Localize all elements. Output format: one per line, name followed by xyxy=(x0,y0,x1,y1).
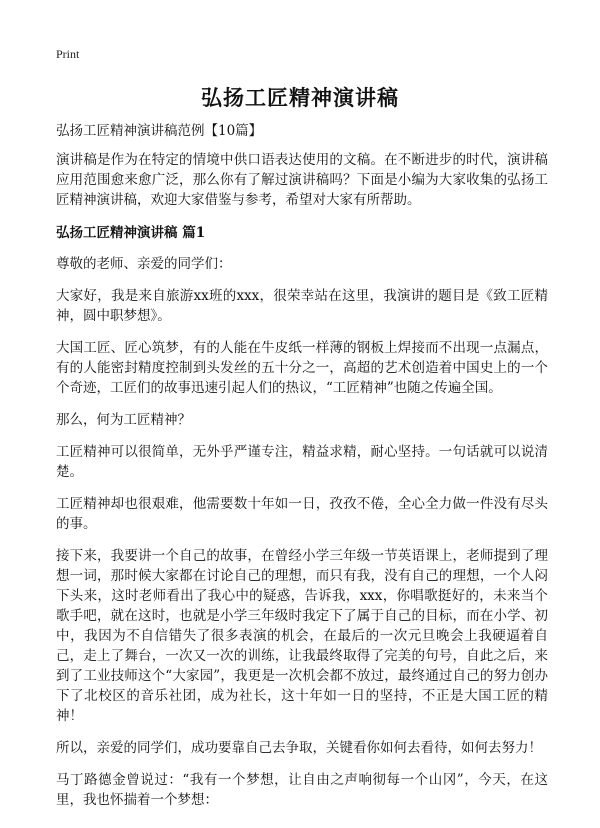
body-paragraph: 工匠精神可以很简单，无外乎严谨专注，精益求精，耐心坚持。一句话就可以说清楚。 xyxy=(56,444,548,480)
body-paragraph: 大国工匠、匠心筑梦，有的人能在牛皮纸一样薄的钢板上焊接而不出现一点漏点，有的人能密封精度控制到头发丝的五十分之一，高超的艺术创造着中国史上的一个个奇迹，工匠们的故事迅速引起人们的热议，“工匠精神”也随之传遍全国。 xyxy=(56,340,548,396)
document-body xyxy=(56,120,548,822)
body-paragraph: 工匠精神却也很艰难，他需要数十年如一日，孜孜不倦，全心全力做一件没有尽头的事。 xyxy=(56,496,548,532)
body-paragraph: 尊敬的老师、亲爱的同学们： xyxy=(56,256,232,272)
intro-paragraph: 演讲稿是作为在特定的情境中供口语表达使用的文稿。在不断进步的时代，演讲稿应用范围愈来愈广泛，那么你有了解过演讲稿吗？下面是小编为大家收集的弘扬工匠精神演讲稿，欢迎大家借鉴与参考，希望对大家有所帮助。 xyxy=(56,152,548,208)
body-paragraph: 那么，何为工匠精神？ xyxy=(56,412,191,428)
page-title: 弘扬工匠精神演讲稿 xyxy=(201,85,399,110)
body-paragraph: 马丁路德金曾说过：“我有一个梦想，让自由之声响彻每一个山冈”，今天，在这里，我也怀揣着一个梦想： xyxy=(56,772,548,808)
document-subtitle: 弘扬工匠精神演讲稿范例【10篇】 xyxy=(56,123,263,139)
body-paragraph: 大家好，我是来自旅游xx班的xxx，很荣幸站在这里，我演讲的题目是《致工匠精神，圆中职梦想》。 xyxy=(56,288,548,324)
section-heading: 弘扬工匠精神演讲稿 篇1 xyxy=(56,225,206,241)
print-link[interactable]: Print xyxy=(56,47,80,61)
body-paragraph: 接下来，我要讲一个自己的故事，在曾经小学三年级一节英语课上，老师提到了理想一词，那时候大家都在讨论自己的理想，而只有我，没有自己的理想，一个人闷下头来，这时老师看出了我心中的疑惑，告诉我，xxx，你唱歌挺好的，未来当个歌手吧，就在这时，也就是小学三年级时我定下了属于自己的目标，而在小学、初中，我因为不自信错失了很多表演的机会，在最后的一次元旦晚会上我硬逼着自己，走上了舞台，一次又一次的训练，让我最终取得了完美的句号，自此之后，来到了工业技师这个“大家园”，我更是一次机会都不放过，最终通过自己的努力创办下了北校区的音乐社团，成为社长，这十年如一日的坚持，不正是大国工匠的精神！ xyxy=(56,548,548,724)
body-paragraph: 所以，亲爱的同学们，成功要靠自己去争取，关键看你如何去看待，如何去努力！ xyxy=(56,740,542,756)
